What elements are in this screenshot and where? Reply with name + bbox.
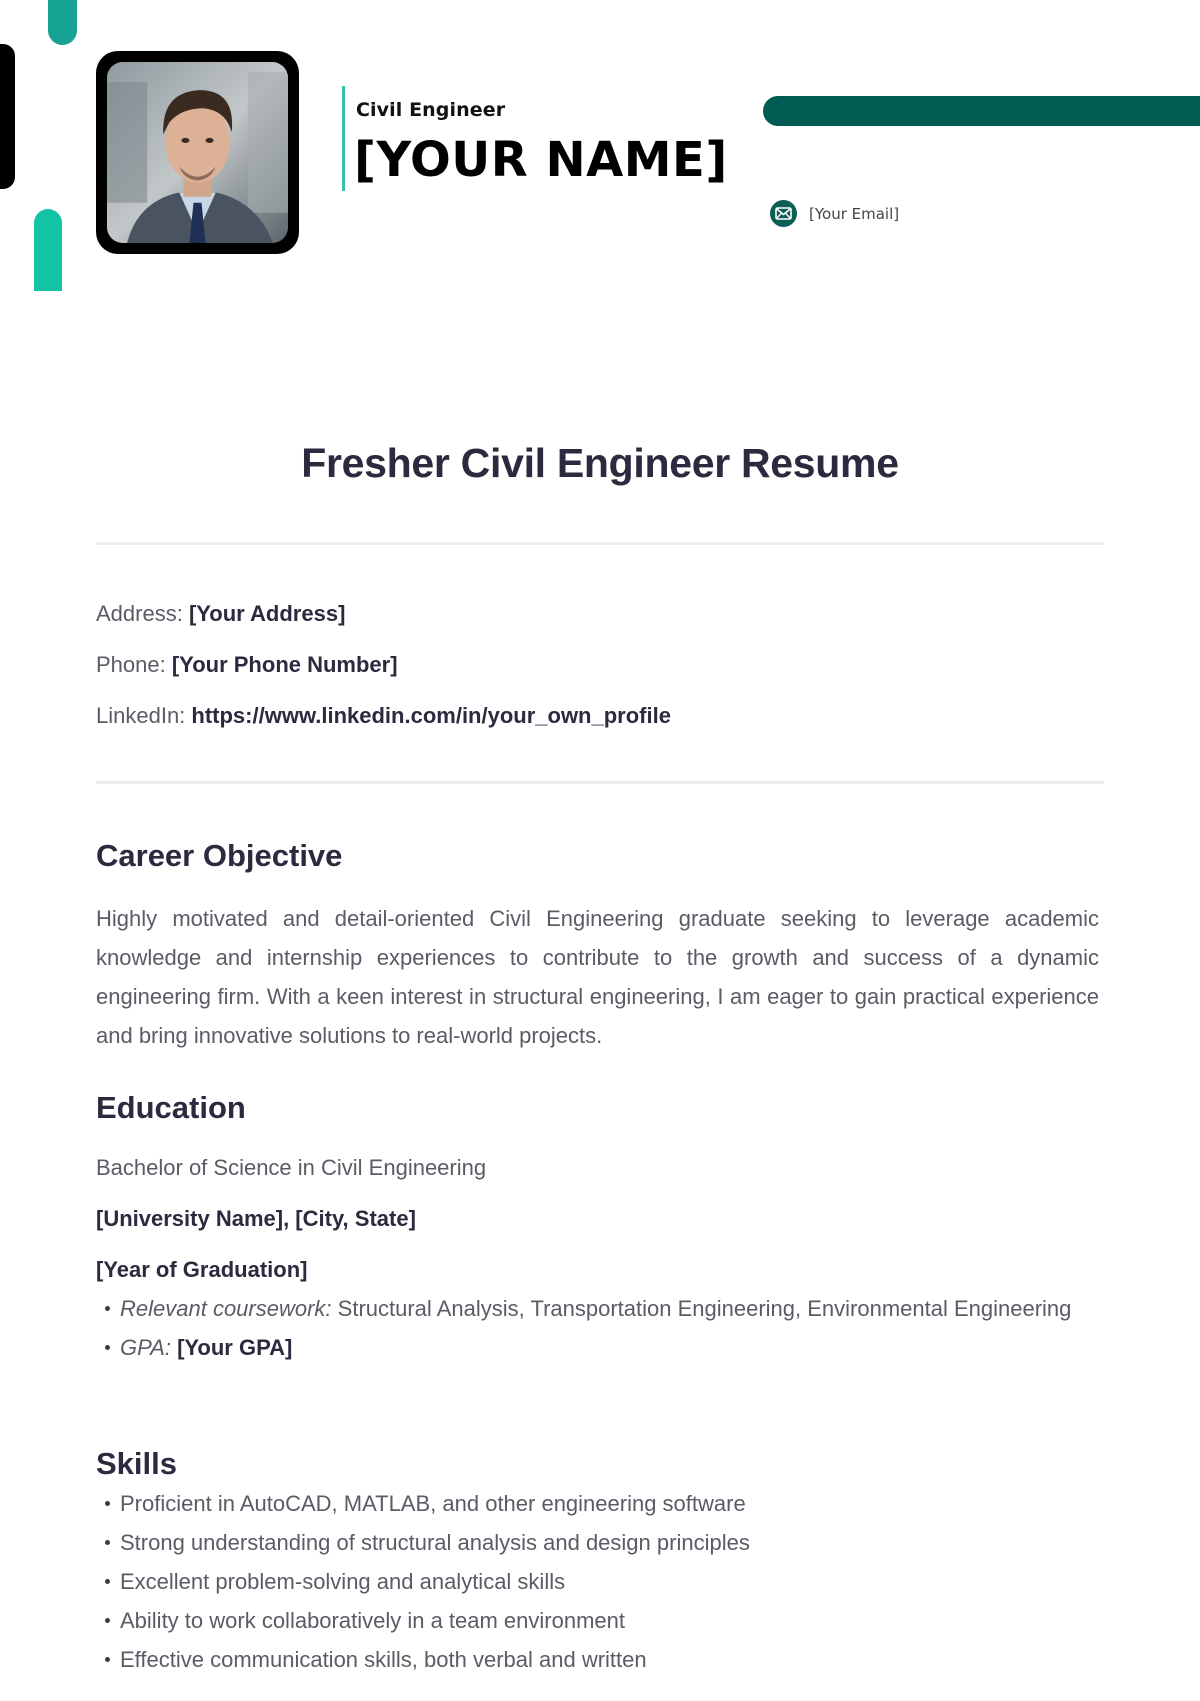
degree: Bachelor of Science in Civil Engineering: [96, 1155, 487, 1180]
job-title: Civil Engineer: [356, 99, 506, 121]
phone-label: Phone:: [96, 652, 172, 677]
gpa-value: [Your GPA]: [170, 1335, 293, 1360]
address-line: [96, 601, 345, 627]
graduation-year: [Year of Graduation]: [96, 1257, 308, 1282]
coursework-label: Relevant coursework:: [120, 1296, 332, 1321]
education-details-list: [96, 1289, 1076, 1367]
profile-photo: [107, 62, 288, 243]
phone-line: [96, 652, 398, 678]
decorative-teal-pill-top: [48, 0, 77, 45]
gpa-label: GPA:: [120, 1335, 171, 1360]
gpa-item: [96, 1328, 1076, 1367]
linkedin-label: LinkedIn:: [96, 703, 192, 728]
phone-value: [Your Phone Number]: [171, 652, 398, 677]
skills-heading: Skills: [96, 1446, 177, 1481]
skills-list: [96, 1484, 1096, 1679]
skill-item: Ability to work collaboratively in a team environment: [96, 1601, 1096, 1640]
education-heading: Education: [96, 1090, 246, 1125]
decorative-dark-teal-bar: [763, 96, 1200, 126]
skill-item: Strong understanding of structural analysis and design principles: [96, 1523, 1096, 1562]
career-objective-text: Highly motivated and detail-oriented Civil Engineering graduate seeking to leverage academic knowledge and internship experiences to contribute to the growth and success of a dynamic engineering firm. With a keen interest in structural engineering, I am eager to gain practical experience and bring innovative solutions to real-world projects.: [96, 906, 1099, 1048]
address-label: Address:: [96, 601, 189, 626]
skill-item: Excellent problem-solving and analytical skills: [96, 1562, 1096, 1601]
skill-item: Effective communication skills, both verbal and written: [96, 1640, 1096, 1679]
career-objective-heading: Career Objective: [96, 838, 343, 873]
linkedin-line: [96, 703, 671, 729]
linkedin-link[interactable]: https://www.linkedin.com/in/your_own_profile: [191, 703, 671, 728]
person-portrait-icon: [107, 62, 288, 243]
candidate-name: [YOUR NAME]: [354, 132, 728, 188]
decorative-black-bar-left: [0, 44, 15, 189]
university: [University Name], [City, State]: [96, 1206, 416, 1231]
skill-item: Proficient in AutoCAD, MATLAB, and other engineering software: [96, 1484, 1096, 1523]
divider: [96, 781, 1104, 784]
email-text: [Your Email]: [809, 204, 900, 223]
profile-photo-frame: [96, 51, 299, 254]
title-accent-rule: [342, 86, 345, 191]
document-title: Fresher Civil Engineer Resume: [301, 440, 899, 486]
divider: [96, 542, 1104, 545]
email-contact: [770, 200, 899, 227]
envelope-icon: [770, 200, 797, 227]
coursework-value: Structural Analysis, Transportation Engineering, Environmental Engineering: [331, 1296, 1072, 1321]
coursework-item: [96, 1289, 1076, 1328]
decorative-teal-pill-bottom: [34, 209, 62, 291]
address-value: [Your Address]: [188, 601, 346, 626]
